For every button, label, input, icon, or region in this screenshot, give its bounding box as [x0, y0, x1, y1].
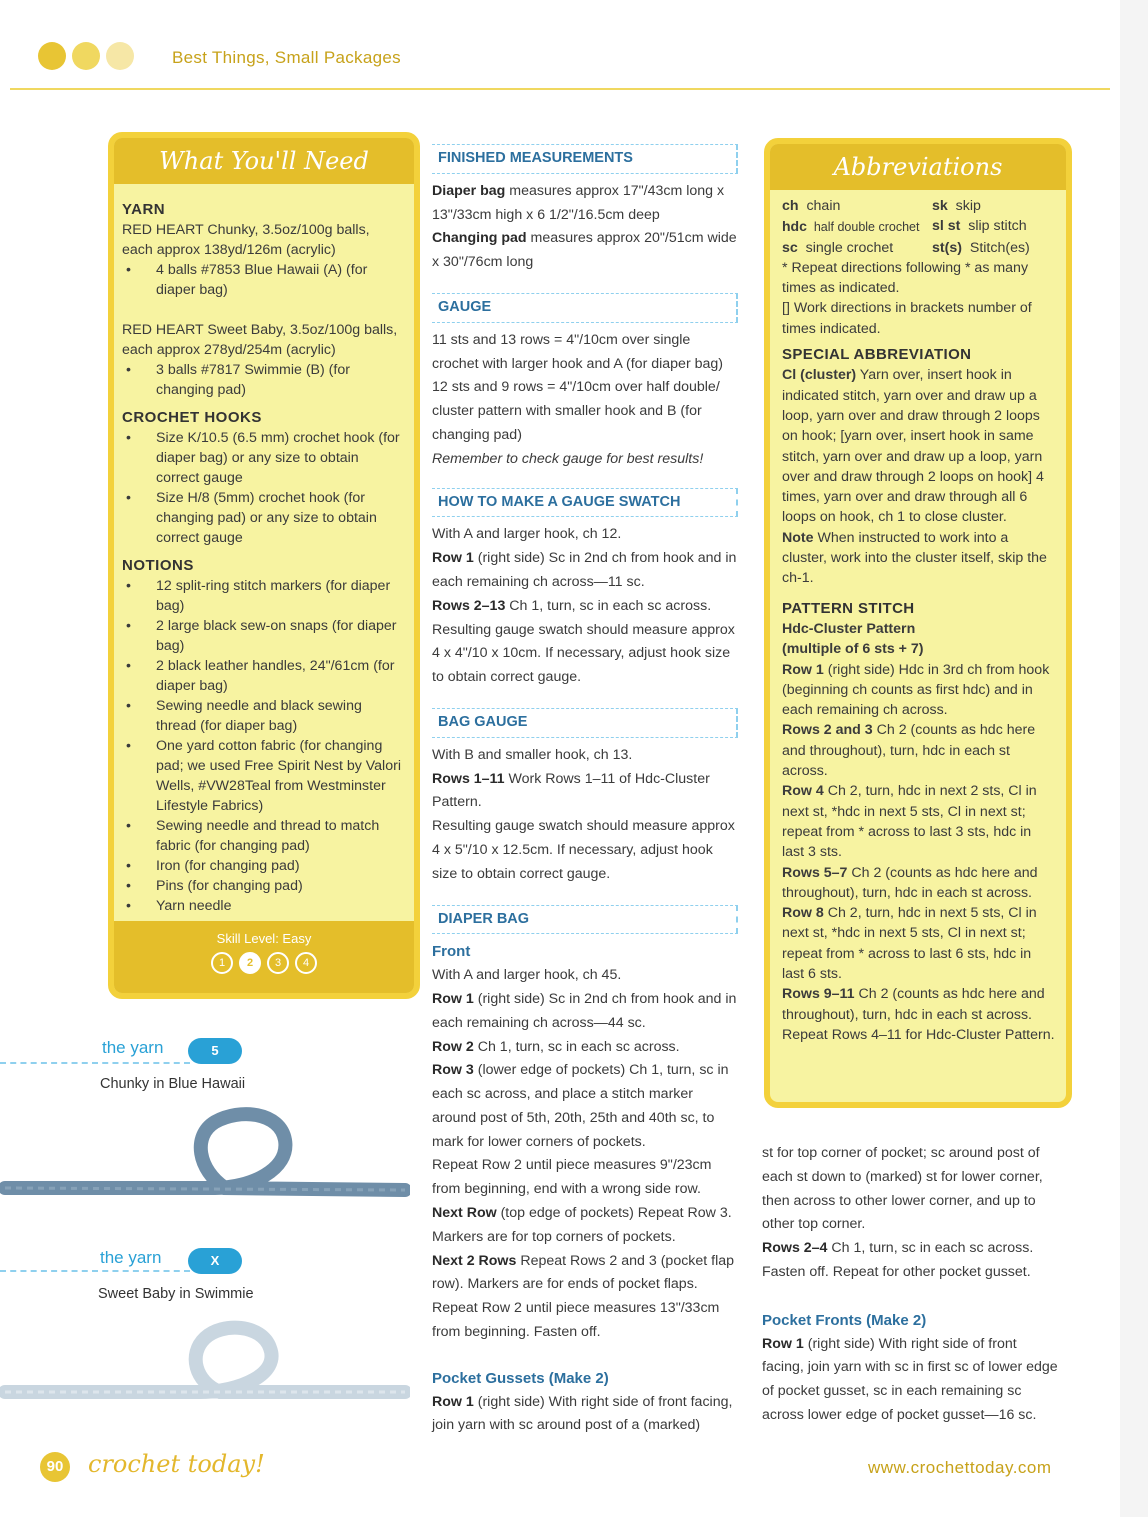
changing-pad-measure: measures approx 20"/51cm wide x 30"/76cm long — [432, 230, 737, 271]
row-label: Row 1 — [432, 550, 474, 567]
gauge-reminder: Remember to check gauge for best results! — [432, 450, 704, 467]
swatch-text: With A and larger hook, ch 12. — [432, 526, 622, 543]
skill-level-label: Skill Level: Easy — [216, 931, 312, 946]
instructions-column-right — [762, 1142, 1058, 1428]
row-text: (right side) Hdc in 3rd ch from hook (beginning ch counts as first hdc) and in each remaining ch across. — [782, 661, 1050, 719]
notion-item: • 2 large black sew-on snaps (for diaper bag) — [156, 616, 402, 656]
front-heading: Front — [432, 943, 471, 961]
abbr-key: sk — [932, 198, 948, 214]
notion-item: • Pins (for changing pad) — [156, 876, 402, 896]
pattern-stitch-heading: PATTERN STITCH — [782, 599, 915, 617]
diaper-bag-measure: measures approx 17"/43cm long x 13"/33cm high x 6 1/2"/16.5cm deep — [432, 182, 725, 223]
notion-item: • 2 black leather handles, 24"/61cm (for diaper bag) — [156, 656, 402, 696]
skill-level-circle: 3 — [267, 952, 289, 974]
yarn-name: Sweet Baby in Swimmie — [98, 1286, 254, 1302]
abbr-value: Stitch(es) — [969, 239, 1030, 256]
yarn-b-desc: RED HEART Sweet Baby, 3.5oz/100g balls, each approx 278yd/254m (acrylic) — [122, 322, 398, 358]
cluster-text: Yarn over, insert hook in indicated stitch, yarn over and draw up a loop, yarn over and draw through 2 loops on hook; [yarn over, insert hook in same stitch, yarn over and draw up a loop, yarn over and draw through 2 loops on hook] 4 times, yarn over and draw through all 6 loops on hook, ch 1 to close cluster. — [782, 367, 1044, 526]
yarn-a-desc: RED HEART Chunky, 3.5oz/100g balls, each approx 138yd/126m (acrylic) — [122, 222, 370, 258]
pocket-fronts-heading: Pocket Fronts (Make 2) — [762, 1311, 927, 1329]
yarn-divider — [0, 1062, 190, 1064]
section-title: Best Things, Small Packages — [172, 48, 401, 67]
notion-item: • Sewing needle and thread to match fabric (for changing pad) — [156, 816, 402, 856]
abbreviations-box — [764, 138, 1072, 1108]
website-url: www.crochettoday.com — [868, 1458, 1052, 1477]
row-text: Work Rows 1–11 of Hdc-Cluster Pattern. — [432, 770, 710, 811]
gauge-heading: GAUGE — [432, 293, 738, 323]
bag-gauge-text: With B and smaller hook, ch 13. — [432, 746, 633, 763]
finished-measurements-heading: FINISHED MEASUREMENTS — [432, 144, 738, 174]
swatch-text: Resulting gauge swatch should measure approx 4 x 4"/10 x 10cm. If necessary, adjust hook size to obtain correct gauge. — [432, 621, 735, 686]
front-text: Repeat Row 2 until piece measures 13"/33cm from beginning. Fasten off. — [432, 1300, 720, 1341]
pattern-name: Hdc-Cluster Pattern — [782, 620, 916, 637]
materials-box — [108, 132, 420, 999]
row-label: Row 1 — [782, 661, 824, 678]
yarn-a-item: • 4 balls #7853 Blue Hawaii (A) (for diaper bag) — [156, 260, 402, 300]
skill-level-circle-selected: 2 — [239, 952, 261, 974]
yarn-name: Chunky in Blue Hawaii — [100, 1076, 246, 1092]
header-dots — [38, 42, 134, 70]
row-label: Row 3 — [432, 1062, 474, 1079]
row-text: Ch 1, turn, sc in each sc across. Fasten off. Repeat for other pocket gusset. — [762, 1240, 1034, 1280]
row-label: Row 4 — [782, 783, 824, 800]
diaper-bag-label: Diaper bag — [432, 182, 506, 199]
header-dot — [72, 42, 100, 70]
bag-gauge-text: Resulting gauge swatch should measure approx 4 x 5"/10 x 12.5cm. If necessary, adjust hook size to obtain correct gauge. — [432, 818, 735, 882]
abbr-value: single crochet — [805, 239, 894, 256]
gauge-text: 12 sts and 9 rows = 4"/10cm over half double/ cluster pattern with smaller hook and B (for changing pad) — [432, 379, 720, 443]
row-label: Rows 5–7 — [782, 864, 848, 881]
row-text: (lower edge of pockets) Ch 1, turn, sc in each sc across, and place a stitch marker around post of 5th, 20th, 25th and 40th sc, to mark for lower corners of pockets. — [432, 1062, 729, 1150]
skill-level-circle: 4 — [295, 952, 317, 974]
abbr-value: half double crochet — [813, 220, 920, 235]
notion-item: • Sewing needle and black sewing thread (for diaper bag) — [156, 696, 402, 736]
bracket-note: [] Work directions in brackets number of times indicated. — [782, 300, 1032, 337]
skill-level-circle: 1 — [211, 952, 233, 974]
abbr-key: sc — [782, 239, 798, 256]
row-label: Row 1 — [432, 1393, 474, 1410]
magazine-logo: crochet today! — [88, 1450, 265, 1478]
row-label: Rows 2–4 — [762, 1240, 828, 1257]
row-text: Ch 2 (counts as hdc here and throughout), turn, hdc in each st across. — [782, 864, 1038, 901]
notion-item: • Yarn needle — [156, 896, 402, 916]
abbr-key: sl st — [932, 218, 961, 235]
diaper-bag-heading: DIAPER BAG — [432, 905, 738, 935]
front-text: Repeat Row 2 until piece measures 9"/23cm from beginning, end with a wrong side row. — [432, 1157, 712, 1198]
row-text: (right side) Sc in 2nd ch from hook and in each remaining ch across—44 sc. — [432, 990, 737, 1031]
row-label: Rows 2–13 — [432, 597, 506, 614]
pattern-multiple: (multiple of 6 sts + 7) — [782, 641, 924, 658]
bag-gauge-heading: BAG GAUGE — [432, 708, 738, 738]
yarn-weight-badge: 5 — [188, 1038, 242, 1064]
yarn-sample-image — [0, 1312, 410, 1422]
abbreviation-row — [782, 216, 1056, 237]
row-label: Rows 2 and 3 — [782, 722, 873, 739]
repeat-note: * Repeat directions following * as many times as indicated. — [782, 259, 1029, 297]
row-text: Ch 2, turn, hdc in next 2 sts, Cl in next st, *hdc in next 5 sts, Cl in next st; repeat from * across to last 3 sts, hdc in last 3 sts. — [782, 783, 1037, 861]
note-label: Note — [782, 529, 814, 546]
yarn-sample-image — [0, 1100, 410, 1210]
front-text: With A and larger hook, ch 45. — [432, 967, 622, 984]
abbr-key: hdc — [782, 218, 807, 235]
yarn-b-item: • 3 balls #7817 Swimmie (B) (for changing pad) — [156, 360, 402, 400]
row-label: Row 1 — [762, 1335, 804, 1352]
row-label: Row 8 — [782, 905, 824, 922]
header-dot — [38, 42, 66, 70]
yarn-weight-badge: X — [188, 1248, 242, 1274]
row-text: Ch 1, turn, sc in each sc across. — [473, 1038, 680, 1055]
row-text: Ch 1, turn, sc in each sc across. — [505, 597, 712, 614]
notion-item: • One yard cotton fabric (for changing pad; we used Free Spirit Nest by Valori Wells, #VW28Teal from Westminster Lifestyle Fabrics) — [156, 736, 402, 816]
hook-item: • Size K/10.5 (6.5 mm) crochet hook (for diaper bag) or any size to obtain correct gauge — [156, 428, 402, 488]
yarn-label: the yarn — [102, 1038, 164, 1057]
abbr-value: skip — [955, 198, 981, 214]
row-text: (top edge of pockets) Repeat Row 3. Markers are for top corners of pockets. — [432, 1205, 732, 1245]
special-abbreviation-heading: SPECIAL ABBREVIATION — [782, 346, 972, 364]
row-text: Ch 2 (counts as hdc here and throughout), turn, hdc in each st across. — [782, 986, 1045, 1023]
abbr-key: ch — [782, 198, 799, 214]
instructions-column-middle — [432, 144, 738, 1438]
row-label: Row 2 — [432, 1038, 474, 1055]
materials-title: What You'll Need — [114, 138, 414, 184]
row-text: Repeat Rows 2 and 3 (pocket flap row). Markers are for ends of pocket flaps. — [432, 1252, 735, 1293]
skill-level — [114, 921, 414, 993]
row-label: Row 1 — [432, 990, 474, 1007]
header-dot — [106, 42, 134, 70]
cluster-label: Cl (cluster) — [782, 367, 857, 384]
gusset-text: st for top corner of pocket; sc around post of each st down to (marked) st for lower corner, then across to other lower corner, and up to other top corner. — [762, 1145, 1043, 1233]
hooks-heading: CROCHET HOOKS — [122, 409, 262, 426]
abbreviation-row — [782, 238, 1056, 258]
row-label: Rows 1–11 — [432, 770, 505, 787]
abbr-value: slip stitch — [968, 218, 1027, 235]
row-text: (right side) With right side of front facing, join yarn with sc in first sc of lower edge of pocket gusset, sc in each remaining sc across lower edge of pocket gusset—16 sc. — [762, 1335, 1058, 1423]
page-edge — [1120, 0, 1148, 1517]
notions-heading: NOTIONS — [122, 557, 194, 574]
row-label: Next Row — [432, 1205, 497, 1222]
gauge-swatch-heading: HOW TO MAKE A GAUGE SWATCH — [432, 488, 738, 518]
gauge-text: 11 sts and 13 rows = 4"/10cm over single crochet with larger hook and A (for diaper bag) — [432, 331, 724, 372]
yarn-heading: YARN — [122, 201, 166, 218]
note-text: When instructed to work into a cluster, work into the cluster itself, skip the ch-1. — [782, 529, 1047, 587]
abbr-value: chain — [806, 198, 841, 214]
hook-item: • Size H/8 (5mm) crochet hook (for changing pad) or any size to obtain correct gauge — [156, 488, 402, 548]
row-text: (right side) Sc in 2nd ch from hook and in each remaining ch across—11 sc. — [432, 550, 737, 590]
yarn-divider — [0, 1270, 190, 1272]
abbreviation-row — [782, 196, 1056, 216]
yarn-label: the yarn — [100, 1248, 162, 1267]
header-rule — [10, 88, 1110, 90]
page-number: 90 — [40, 1452, 70, 1482]
abbreviations-title: Abbreviations — [770, 144, 1066, 190]
row-label: Next 2 Rows — [432, 1252, 517, 1269]
notion-item: • Iron (for changing pad) — [156, 856, 402, 876]
pocket-gussets-heading: Pocket Gussets (Make 2) — [432, 1369, 609, 1387]
row-label: Rows 9–11 — [782, 986, 855, 1003]
changing-pad-label: Changing pad — [432, 230, 527, 247]
abbr-key: st(s) — [932, 239, 962, 256]
repeat-rows-text: Repeat Rows 4–11 for Hdc-Cluster Pattern. — [782, 1026, 1055, 1043]
row-text: (right side) With right side of front facing, join yarn with sc around post of a (marked) — [432, 1393, 733, 1434]
row-text: Ch 2, turn, hdc in next 5 sts, Cl in next st, *hdc in next 5 sts, Cl in next st; repeat from * across to last 6 sts, hdc in last 6 sts. — [782, 905, 1037, 982]
notion-item: • 12 split-ring stitch markers (for diaper bag) — [156, 576, 402, 616]
row-text: Ch 2 (counts as hdc here and throughout), turn, hdc in each st across. — [782, 722, 1036, 780]
